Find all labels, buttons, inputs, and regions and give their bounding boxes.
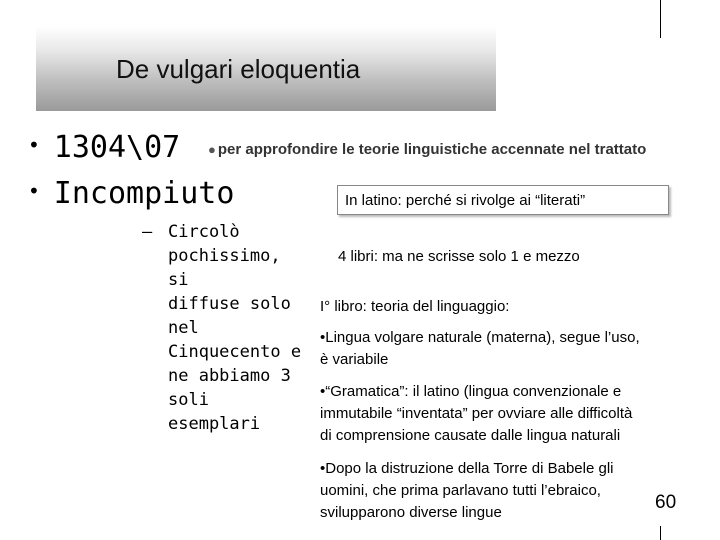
top-divider-line (660, 0, 661, 38)
boxed-note: In latino: perché si rivolge ai “literati” (337, 185, 669, 215)
point-line: svilupparono diverse lingue (320, 504, 502, 521)
bullet-dot-icon: • (28, 179, 40, 203)
point-line: è variabile (320, 351, 389, 368)
first-book-heading: I° libro: teoria del linguaggio: (320, 298, 510, 315)
point-volgare (320, 327, 640, 371)
bullet-dot-icon: • (28, 133, 40, 157)
note-dot-icon: ● (208, 142, 216, 157)
annotation-note (208, 141, 646, 158)
sub-bullet-dash: – (142, 222, 153, 242)
point-line: uomini, che prima parlavano tutti l’ebraico, (320, 482, 601, 499)
point-line: •“Gramatica”: il latino (lingua convenzionale e (320, 383, 622, 400)
bullet-date-text: 1304\07 (53, 130, 181, 165)
annotation-note-text: per approfondire le teorie linguistiche accennate nel trattato (217, 141, 647, 158)
point-babele (320, 458, 613, 524)
books-note: 4 libri: ma ne scrisse solo 1 e mezzo (338, 248, 580, 265)
point-line: immutabile “inventata” per ovviare alle difficoltà (320, 405, 633, 422)
point-line: •Lingua volgare naturale (materna), segue l’uso, (320, 329, 640, 346)
bullet-incomplete (28, 176, 234, 211)
sub-bullet (142, 220, 310, 436)
point-line: •Dopo la distruzione della Torre di Babele gli (320, 460, 614, 477)
point-gramatica (320, 381, 632, 447)
sub-bullet-text: Circolò pochissimo, si diffuse solo nel Cinquecento e ne abbiamo 3 soli esemplari (168, 222, 302, 434)
bullet-date (28, 130, 180, 165)
bullet-incomplete-text: Incompiuto (53, 176, 235, 211)
slide-title: De vulgari eloquentia (116, 54, 361, 84)
page-number: 60 (655, 492, 677, 513)
point-line: di comprensione causate dalle lingua naturali (320, 427, 621, 444)
bottom-divider-line (660, 526, 661, 540)
